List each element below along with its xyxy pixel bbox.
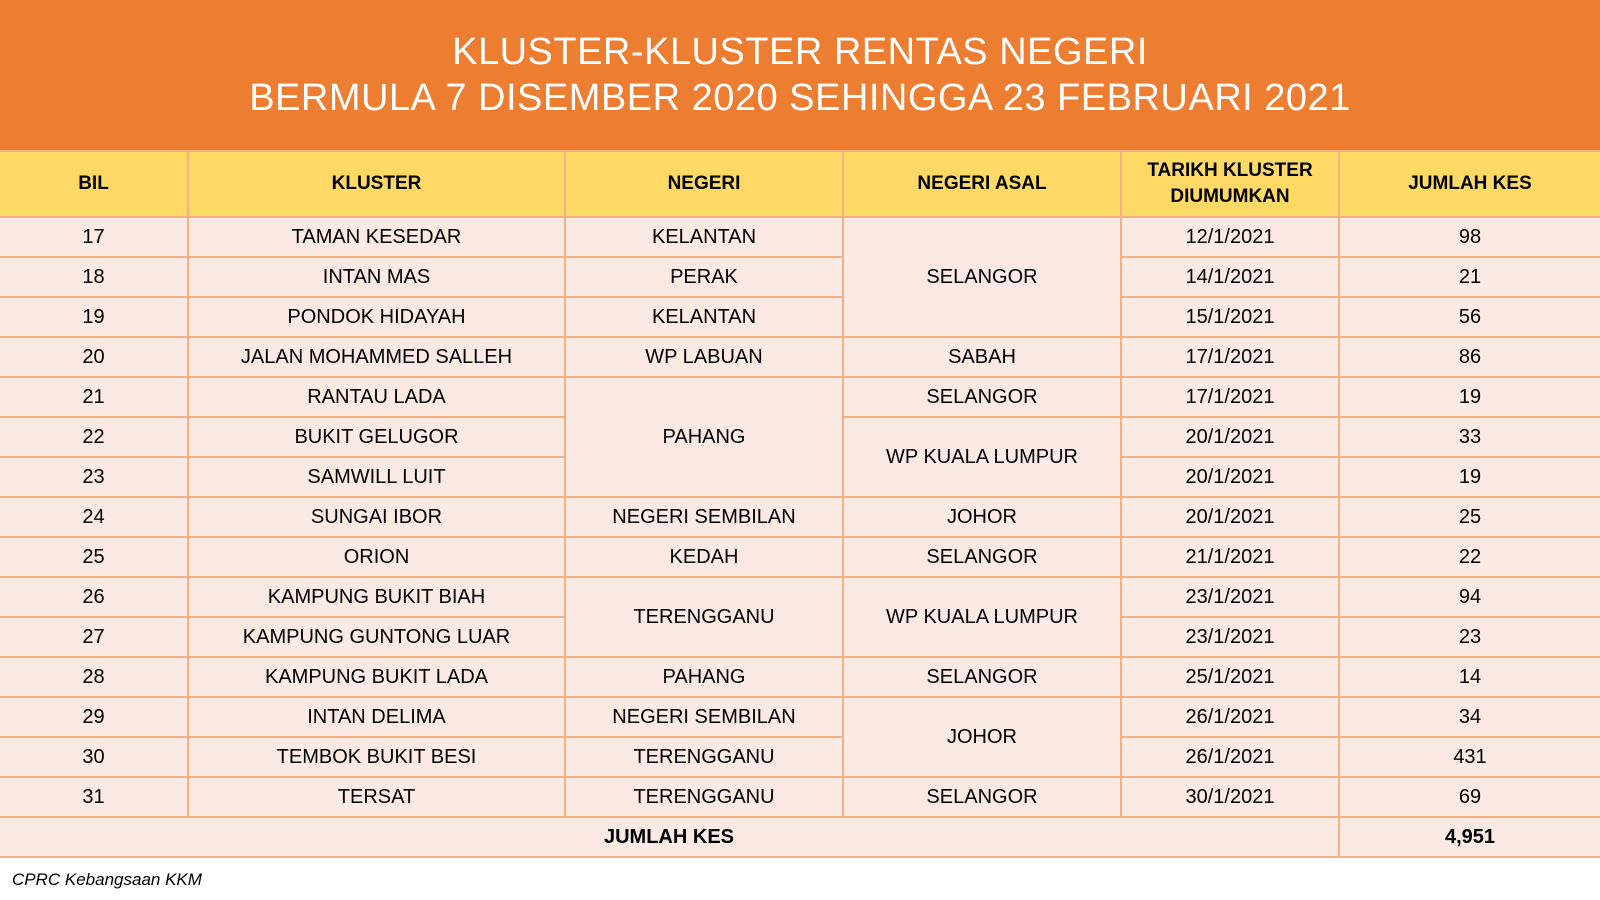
total-row [0,817,1600,857]
table-row [0,657,1600,697]
table-row [0,577,1600,617]
cell-kluster: TERSAT [188,777,565,817]
cell-negeri: TERENGGANU [565,577,843,657]
table-row [0,777,1600,817]
title-banner [0,0,1600,150]
table-row [0,257,1600,297]
header-bil: BIL [0,151,188,217]
table-row [0,297,1600,337]
cell-bil: 28 [0,657,188,697]
table-row [0,217,1600,257]
title-line-2: BERMULA 7 DISEMBER 2020 SEHINGGA 23 FEBRUARI 2021 [249,77,1351,119]
table-row [0,337,1600,377]
cell-tarikh: 21/1/2021 [1121,537,1339,577]
cell-negeri-asal: SELANGOR [843,217,1121,337]
total-label: JUMLAH KES [0,817,1339,857]
cell-jumlah: 431 [1339,737,1600,777]
cell-jumlah: 19 [1339,377,1600,417]
cell-kluster: INTAN MAS [188,257,565,297]
header-negeri: NEGERI [565,151,843,217]
cell-tarikh: 20/1/2021 [1121,417,1339,457]
table-row [0,537,1600,577]
cell-kluster: JALAN MOHAMMED SALLEH [188,337,565,377]
header-row [0,151,1600,217]
cell-kluster: SUNGAI IBOR [188,497,565,537]
cell-bil: 22 [0,417,188,457]
cell-negeri-asal: JOHOR [843,697,1121,777]
cell-kluster: KAMPUNG BUKIT LADA [188,657,565,697]
cluster-table [0,150,1600,858]
cell-jumlah: 23 [1339,617,1600,657]
cell-kluster: ORION [188,537,565,577]
cell-negeri-asal: SELANGOR [843,657,1121,697]
cell-jumlah: 56 [1339,297,1600,337]
cell-tarikh: 20/1/2021 [1121,497,1339,537]
cell-kluster: KAMPUNG BUKIT BIAH [188,577,565,617]
total-value: 4,951 [1339,817,1600,857]
cell-kluster: SAMWILL LUIT [188,457,565,497]
cell-kluster: PONDOK HIDAYAH [188,297,565,337]
cell-jumlah: 69 [1339,777,1600,817]
cell-negeri: PAHANG [565,377,843,497]
cell-negeri: TERENGGANU [565,737,843,777]
cell-tarikh: 20/1/2021 [1121,457,1339,497]
cell-kluster: INTAN DELIMA [188,697,565,737]
cell-kluster: TAMAN KESEDAR [188,217,565,257]
cell-bil: 17 [0,217,188,257]
cell-bil: 20 [0,337,188,377]
cell-negeri: TERENGGANU [565,777,843,817]
cell-bil: 19 [0,297,188,337]
cell-bil: 26 [0,577,188,617]
cell-tarikh: 12/1/2021 [1121,217,1339,257]
cell-bil: 23 [0,457,188,497]
cell-jumlah: 19 [1339,457,1600,497]
cell-negeri: NEGERI SEMBILAN [565,697,843,737]
cell-negeri-asal: WP KUALA LUMPUR [843,577,1121,657]
cell-negeri-asal: SELANGOR [843,537,1121,577]
cell-bil: 27 [0,617,188,657]
cell-jumlah: 21 [1339,257,1600,297]
cell-tarikh: 14/1/2021 [1121,257,1339,297]
title-line-1: KLUSTER-KLUSTER RENTAS NEGERI [452,31,1148,73]
cell-jumlah: 25 [1339,497,1600,537]
cell-negeri: PERAK [565,257,843,297]
header-negeri-asal: NEGERI ASAL [843,151,1121,217]
cell-bil: 29 [0,697,188,737]
cell-bil: 18 [0,257,188,297]
table-row [0,737,1600,777]
cell-jumlah: 33 [1339,417,1600,457]
cell-tarikh: 30/1/2021 [1121,777,1339,817]
cell-negeri-asal: SELANGOR [843,777,1121,817]
cell-negeri: KELANTAN [565,297,843,337]
cell-negeri: NEGERI SEMBILAN [565,497,843,537]
cell-negeri: PAHANG [565,657,843,697]
table-row [0,497,1600,537]
table-row [0,697,1600,737]
cell-tarikh: 17/1/2021 [1121,337,1339,377]
cell-bil: 25 [0,537,188,577]
cell-bil: 30 [0,737,188,777]
cell-tarikh: 23/1/2021 [1121,577,1339,617]
cell-tarikh: 17/1/2021 [1121,377,1339,417]
header-tarikh: TARIKH KLUSTER DIUMUMKAN [1121,151,1339,217]
cell-negeri-asal: SABAH [843,337,1121,377]
cell-jumlah: 34 [1339,697,1600,737]
cell-jumlah: 98 [1339,217,1600,257]
table-row [0,377,1600,417]
cell-negeri-asal: WP KUALA LUMPUR [843,417,1121,497]
header-jumlah: JUMLAH KES [1339,151,1600,217]
cell-tarikh: 25/1/2021 [1121,657,1339,697]
cell-negeri: KEDAH [565,537,843,577]
cell-negeri: WP LABUAN [565,337,843,377]
cell-tarikh: 26/1/2021 [1121,697,1339,737]
cell-negeri-asal: SELANGOR [843,377,1121,417]
cluster-table-wrapper [0,150,1600,858]
cell-kluster: RANTAU LADA [188,377,565,417]
cell-bil: 31 [0,777,188,817]
cell-bil: 21 [0,377,188,417]
cell-kluster: BUKIT GELUGOR [188,417,565,457]
cell-kluster: KAMPUNG GUNTONG LUAR [188,617,565,657]
source-credit: CPRC Kebangsaan KKM [12,870,202,889]
cell-kluster: TEMBOK BUKIT BESI [188,737,565,777]
cell-jumlah: 86 [1339,337,1600,377]
cell-tarikh: 23/1/2021 [1121,617,1339,657]
cell-negeri: KELANTAN [565,217,843,257]
cell-bil: 24 [0,497,188,537]
cell-jumlah: 22 [1339,537,1600,577]
cell-negeri-asal: JOHOR [843,497,1121,537]
cell-tarikh: 26/1/2021 [1121,737,1339,777]
cell-jumlah: 94 [1339,577,1600,617]
cell-tarikh: 15/1/2021 [1121,297,1339,337]
cell-jumlah: 14 [1339,657,1600,697]
header-kluster: KLUSTER [188,151,565,217]
